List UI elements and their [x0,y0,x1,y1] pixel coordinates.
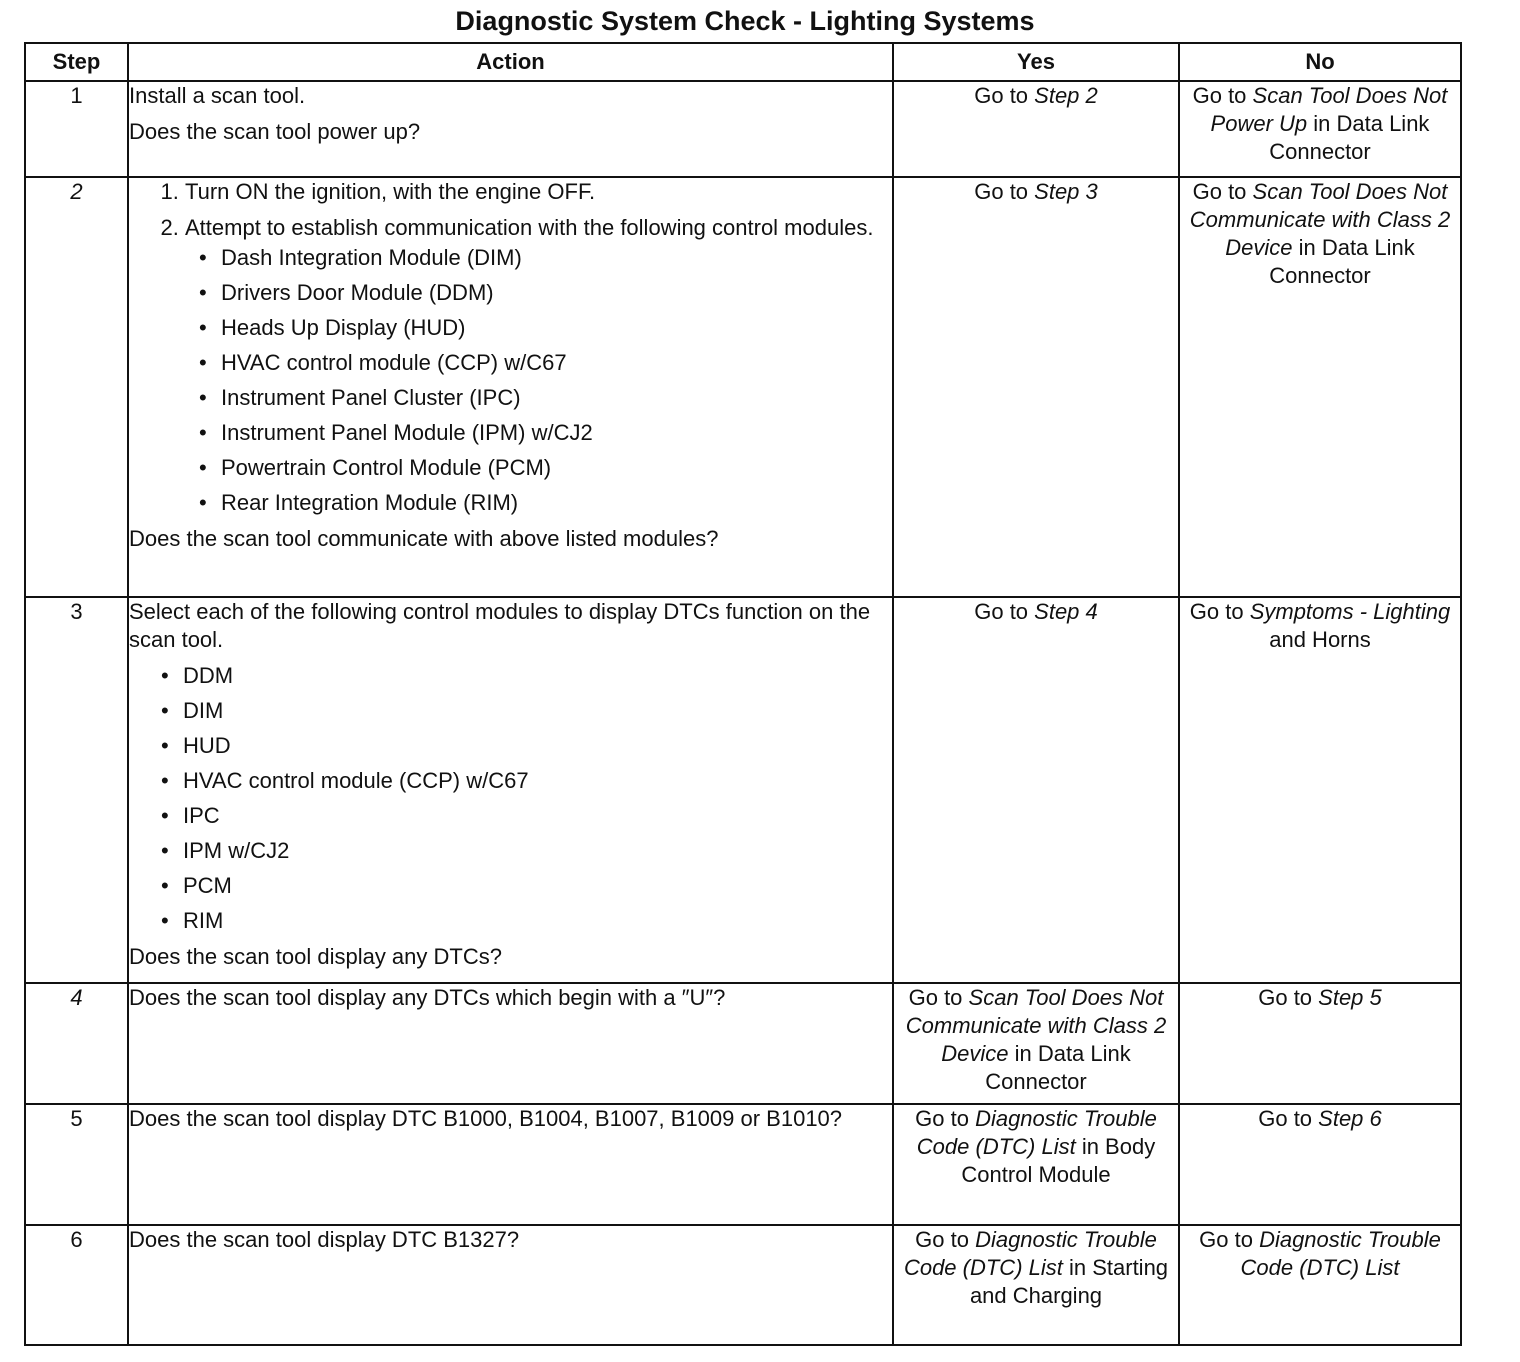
step-number: 5 [25,1104,128,1225]
yes-link: Diagnostic Trouble Code (DTC) List [916,1106,1157,1159]
action-cell [128,177,893,597]
yes-pre: Go to [908,985,969,1010]
no-cell [1179,1104,1461,1225]
step-number: 1 [25,81,128,177]
yes-link: Step 2 [1034,83,1098,108]
no-pre: Go to [1189,599,1250,624]
action-question: Does the scan tool display any DTCs which begin with a ″U″? [129,985,726,1010]
list-item: • Instrument Panel Module (IPM) w/CJ2 [221,419,892,447]
yes-cell [893,597,1179,983]
list-item: • DIM [183,697,892,725]
action-cell [128,1225,893,1345]
yes-pre: Go to [974,83,1035,108]
list-item: • IPM w/CJ2 [183,837,892,865]
yes-pre: Go to [915,1227,976,1252]
list-item: • DDM [183,662,892,690]
yes-cell [893,81,1179,177]
action-cell [128,597,893,983]
yes-cell [893,1225,1179,1345]
action-question: Does the scan tool power up? [129,119,421,144]
yes-link: Step 3 [1034,179,1098,204]
yes-link: Step 4 [1034,599,1098,624]
no-link: Diagnostic Trouble Code (DTC) List [1240,1227,1441,1280]
list-item: • HVAC control module (CCP) w/C67 [183,767,892,795]
no-pre: Go to [1192,83,1253,108]
yes-link: Diagnostic Trouble Code (DTC) List [903,1227,1157,1280]
table-header-row [25,43,1461,81]
table-row-step-5 [25,1104,1461,1225]
no-post: in Data Link Connector [1269,235,1415,288]
no-post: and Horns [1269,627,1371,652]
no-link: Step 5 [1318,985,1382,1010]
no-pre: Go to [1258,985,1319,1010]
page-title: Diagnostic System Check - Lighting Systems [455,6,1035,36]
action-question: Does the scan tool display any DTCs? [129,944,502,969]
no-cell [1179,81,1461,177]
list-item: • Heads Up Display (HUD) [221,314,892,342]
table-row-step-6 [25,1225,1461,1345]
list-item: • Instrument Panel Cluster (IPC) [221,384,892,412]
action-intro: Install a scan tool. [129,83,306,108]
procedure-step [185,214,892,517]
table-row-step-2 [25,177,1461,597]
no-post: in Data Link Connector [1269,111,1430,164]
module-list [129,662,892,935]
action-question: Does the scan tool display DTC B1000, B1004, B1007, B1009 or B1010? [129,1106,843,1131]
table-row-step-1 [25,81,1461,177]
no-pre: Go to [1258,1106,1319,1131]
no-link: Step 6 [1318,1106,1382,1131]
procedure-list [129,178,892,517]
list-item: • Dash Integration Module (DIM) [221,244,892,272]
yes-pre: Go to [915,1106,976,1131]
step-number: 4 [25,983,128,1104]
list-item: • HUD [183,732,892,760]
header-step: Step [25,43,128,81]
list-item: • HVAC control module (CCP) w/C67 [221,349,892,377]
module-list [185,244,892,517]
no-link: Scan Tool Does Not Power Up [1210,83,1448,136]
no-pre: Go to [1199,1227,1260,1252]
yes-cell [893,177,1179,597]
diagnostic-table [24,42,1462,1346]
no-pre: Go to [1192,179,1253,204]
yes-pre: Go to [974,179,1035,204]
header-yes: Yes [893,43,1179,81]
step-number: 2 [25,177,128,597]
list-item: • Rear Integration Module (RIM) [221,489,892,517]
action-cell [128,983,893,1104]
yes-post: in Body Control Module [961,1134,1156,1187]
no-cell [1179,983,1461,1104]
action-question: Does the scan tool display DTC B1327? [129,1227,520,1252]
table-row-step-4 [25,983,1461,1104]
list-item: • PCM [183,872,892,900]
yes-post: in Data Link Connector [985,1041,1131,1094]
no-link: Scan Tool Does Not Communicate with Class 2 Device [1189,179,1451,260]
no-cell [1179,1225,1461,1345]
no-link: Symptoms - Lighting [1249,599,1451,624]
list-item: • IPC [183,802,892,830]
header-action: Action [128,43,893,81]
action-intro: Select each of the following control modules to display DTCs function on the scan tool. [129,599,871,652]
list-item: • Drivers Door Module (DDM) [221,279,892,307]
yes-link: Scan Tool Does Not Communicate with Class 2 Device [905,985,1167,1066]
yes-cell [893,983,1179,1104]
yes-post: in Starting and Charging [969,1255,1169,1308]
yes-pre: Go to [974,599,1035,624]
yes-cell [893,1104,1179,1225]
action-question: Does the scan tool communicate with above listed modules? [129,526,719,551]
list-item: • RIM [183,907,892,935]
table-row-step-3 [25,597,1461,983]
step-number: 6 [25,1225,128,1345]
action-cell [128,81,893,177]
header-no: No [1179,43,1461,81]
step-number: 3 [25,597,128,983]
procedure-step: 1. Turn ON the ignition, with the engine OFF. [185,178,892,206]
no-cell [1179,177,1461,597]
list-item: • Powertrain Control Module (PCM) [221,454,892,482]
action-cell [128,1104,893,1225]
procedure-step-text: Attempt to establish communication with the following control modules. [185,215,874,240]
no-cell [1179,597,1461,983]
